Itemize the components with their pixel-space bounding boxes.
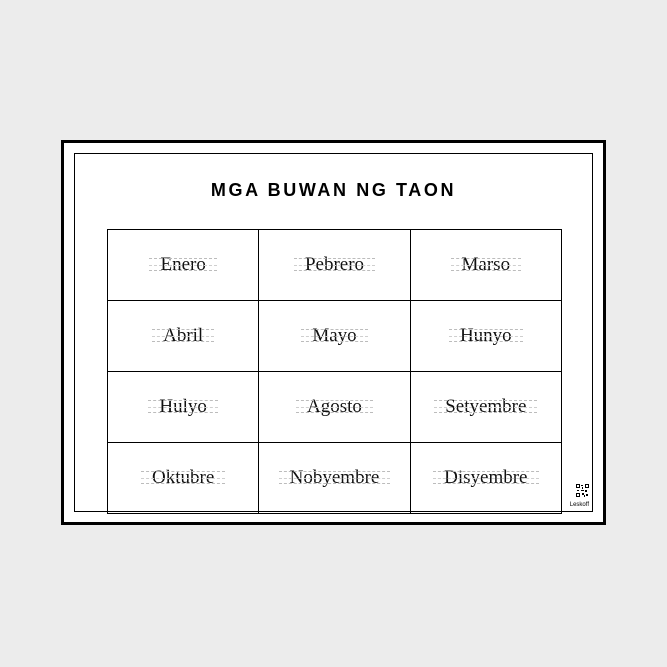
- month-cell: [108, 230, 259, 301]
- month-cell: [411, 301, 562, 372]
- month-word: Enero: [157, 254, 208, 276]
- month-word: Pebrero: [302, 254, 367, 276]
- month-word: Abril: [160, 325, 206, 347]
- qr-code-icon: [576, 484, 589, 497]
- month-word: Disyembre: [441, 467, 530, 489]
- month-word: Setyembre: [442, 396, 529, 418]
- month-cell: [259, 301, 410, 372]
- poster: [61, 140, 606, 525]
- month-cell: [108, 372, 259, 443]
- month-cell: [411, 230, 562, 301]
- brand-mark: Leskoff: [569, 502, 589, 508]
- month-word: Oktubre: [149, 467, 217, 489]
- month-cell: [108, 443, 259, 514]
- poster-inner-frame: [74, 153, 593, 512]
- month-word: Marso: [459, 254, 514, 276]
- month-word: Hulyo: [156, 396, 210, 418]
- month-cell: [259, 443, 410, 514]
- month-cell: [411, 443, 562, 514]
- month-word: Agosto: [304, 396, 365, 418]
- month-cell: [259, 230, 410, 301]
- month-cell: [108, 301, 259, 372]
- month-word: Nobyembre: [287, 467, 383, 489]
- poster-title: MGA BUWAN NG TAON: [210, 180, 457, 200]
- month-word: Hunyo: [457, 325, 515, 347]
- month-cell: [259, 372, 410, 443]
- months-grid: [107, 229, 562, 514]
- month-cell: [411, 372, 562, 443]
- month-word: Mayo: [309, 325, 359, 347]
